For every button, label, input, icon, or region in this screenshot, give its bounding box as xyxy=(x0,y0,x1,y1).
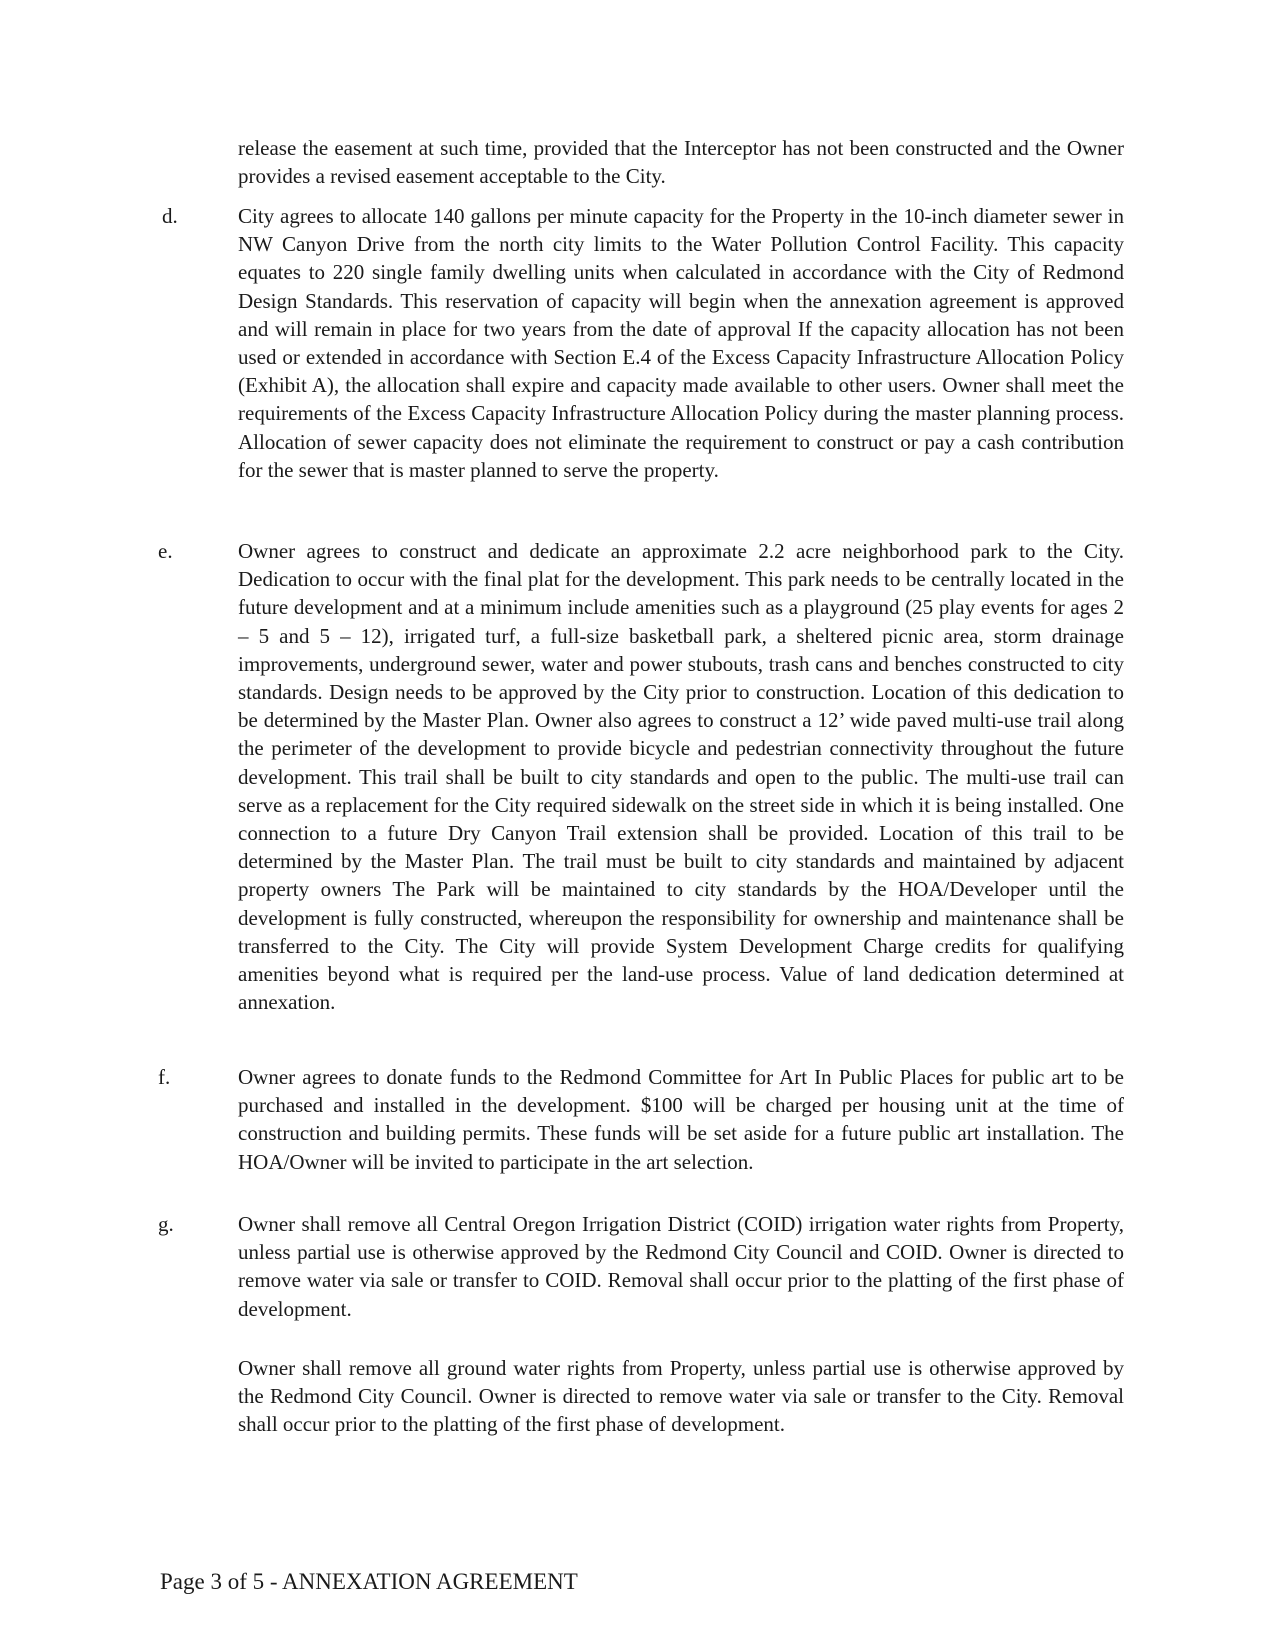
page-footer: Page 3 of 5 - ANNEXATION AGREEMENT xyxy=(160,1569,578,1594)
list-item-text: Owner shall remove all Central Oregon Irrigation District (COID) irrigation water rights from Property, unless partial use is otherwise approved by the Redmond City Council and COID. Owner is directed to remove water via sale or transfer to COID. Removal shall occur prior to the platting of the first phase of development. xyxy=(238,1212,1124,1321)
list-item-text: City agrees to allocate 140 gallons per minute capacity for the Property in the 10-inch diameter sewer in NW Canyon Drive from the north city limits to the Water Pollution Control Facility. This capacity equates to 220 single family dwelling units when calculated in accordance with the City of Redmond Design Standards. This reservation of capacity will begin when the annexation agreement is approved and will remain in place for two years from the date of approval If the capacity allocation has not been used or extended in accordance with Section E.4 of the Excess Capacity Infrastructure Allocation Policy (Exhibit A), the allocation shall expire and capacity made available to other users. Owner shall meet the requirements of the Excess Capacity Infrastructure Allocation Policy during the master planning process. Allocation of sewer capacity does not eliminate the requirement to construct or pay a cash contribution for the sewer that is master planned to serve the property. xyxy=(238,204,1124,482)
list-item-text: Owner agrees to donate funds to the Redmond Committee for Art In Public Places for public art to be purchased and installed in the development. $100 will be charged per housing unit at the time of construction and building permits. These funds will be set aside for a future public art installation. The HOA/Owner will be invited to participate in the art selection. xyxy=(238,1065,1124,1174)
list-marker: g. xyxy=(158,1212,174,1236)
followup-paragraph: Owner shall remove all ground water rights from Property, unless partial use is otherwise approved by the Redmond City Council. Owner is directed to remove water via sale or transfer to the City. Removal shall occur prior to the platting of the first phase of development. xyxy=(238,1356,1124,1437)
continuation-paragraph: release the easement at such time, provided that the Interceptor has not been constructed and the Owner provides a revised easement acceptable to the City. xyxy=(238,136,1124,189)
list-marker: e. xyxy=(158,539,173,563)
list-marker: d. xyxy=(162,204,178,228)
list-marker: f. xyxy=(158,1065,171,1089)
list-item-text: Owner agrees to construct and dedicate an approximate 2.2 acre neighborhood park to the City. Dedication to occur with the final plat for the development. This park needs to be centrally located in the future development and at a minimum include amenities such as a playground (25 play events for ages 2 – 5 and 5 – 12), irrigated turf, a full-size basketball park, a sheltered picnic area, storm drainage improvements, underground sewer, water and power stubouts, trash cans and benches constructed to city standards. Design needs to be approved by the City prior to construction. Location of this dedication to be determined by the Master Plan. Owner also agrees to construct a 12’ wide paved multi-use trail along the perimeter of the development to provide bicycle and pedestrian connectivity throughout the future development. This trail shall be built to city standards and open to the public. The multi-use trail can serve as a replacement for the City required sidewalk on the street side in which it is being installed. One connection to a future Dry Canyon Trail extension shall be provided. Location of this trail to be determined by the Master Plan. The trail must be built to city standards and maintained by adjacent property owners The Park will be maintained to city standards by the HOA/Developer until the development is fully constructed, whereupon the responsibility for ownership and maintenance shall be transferred to the City. The City will provide System Development Charge credits for qualifying amenities beyond what is required per the land-use process. Value of land dedication determined at annexation. xyxy=(238,539,1124,1015)
